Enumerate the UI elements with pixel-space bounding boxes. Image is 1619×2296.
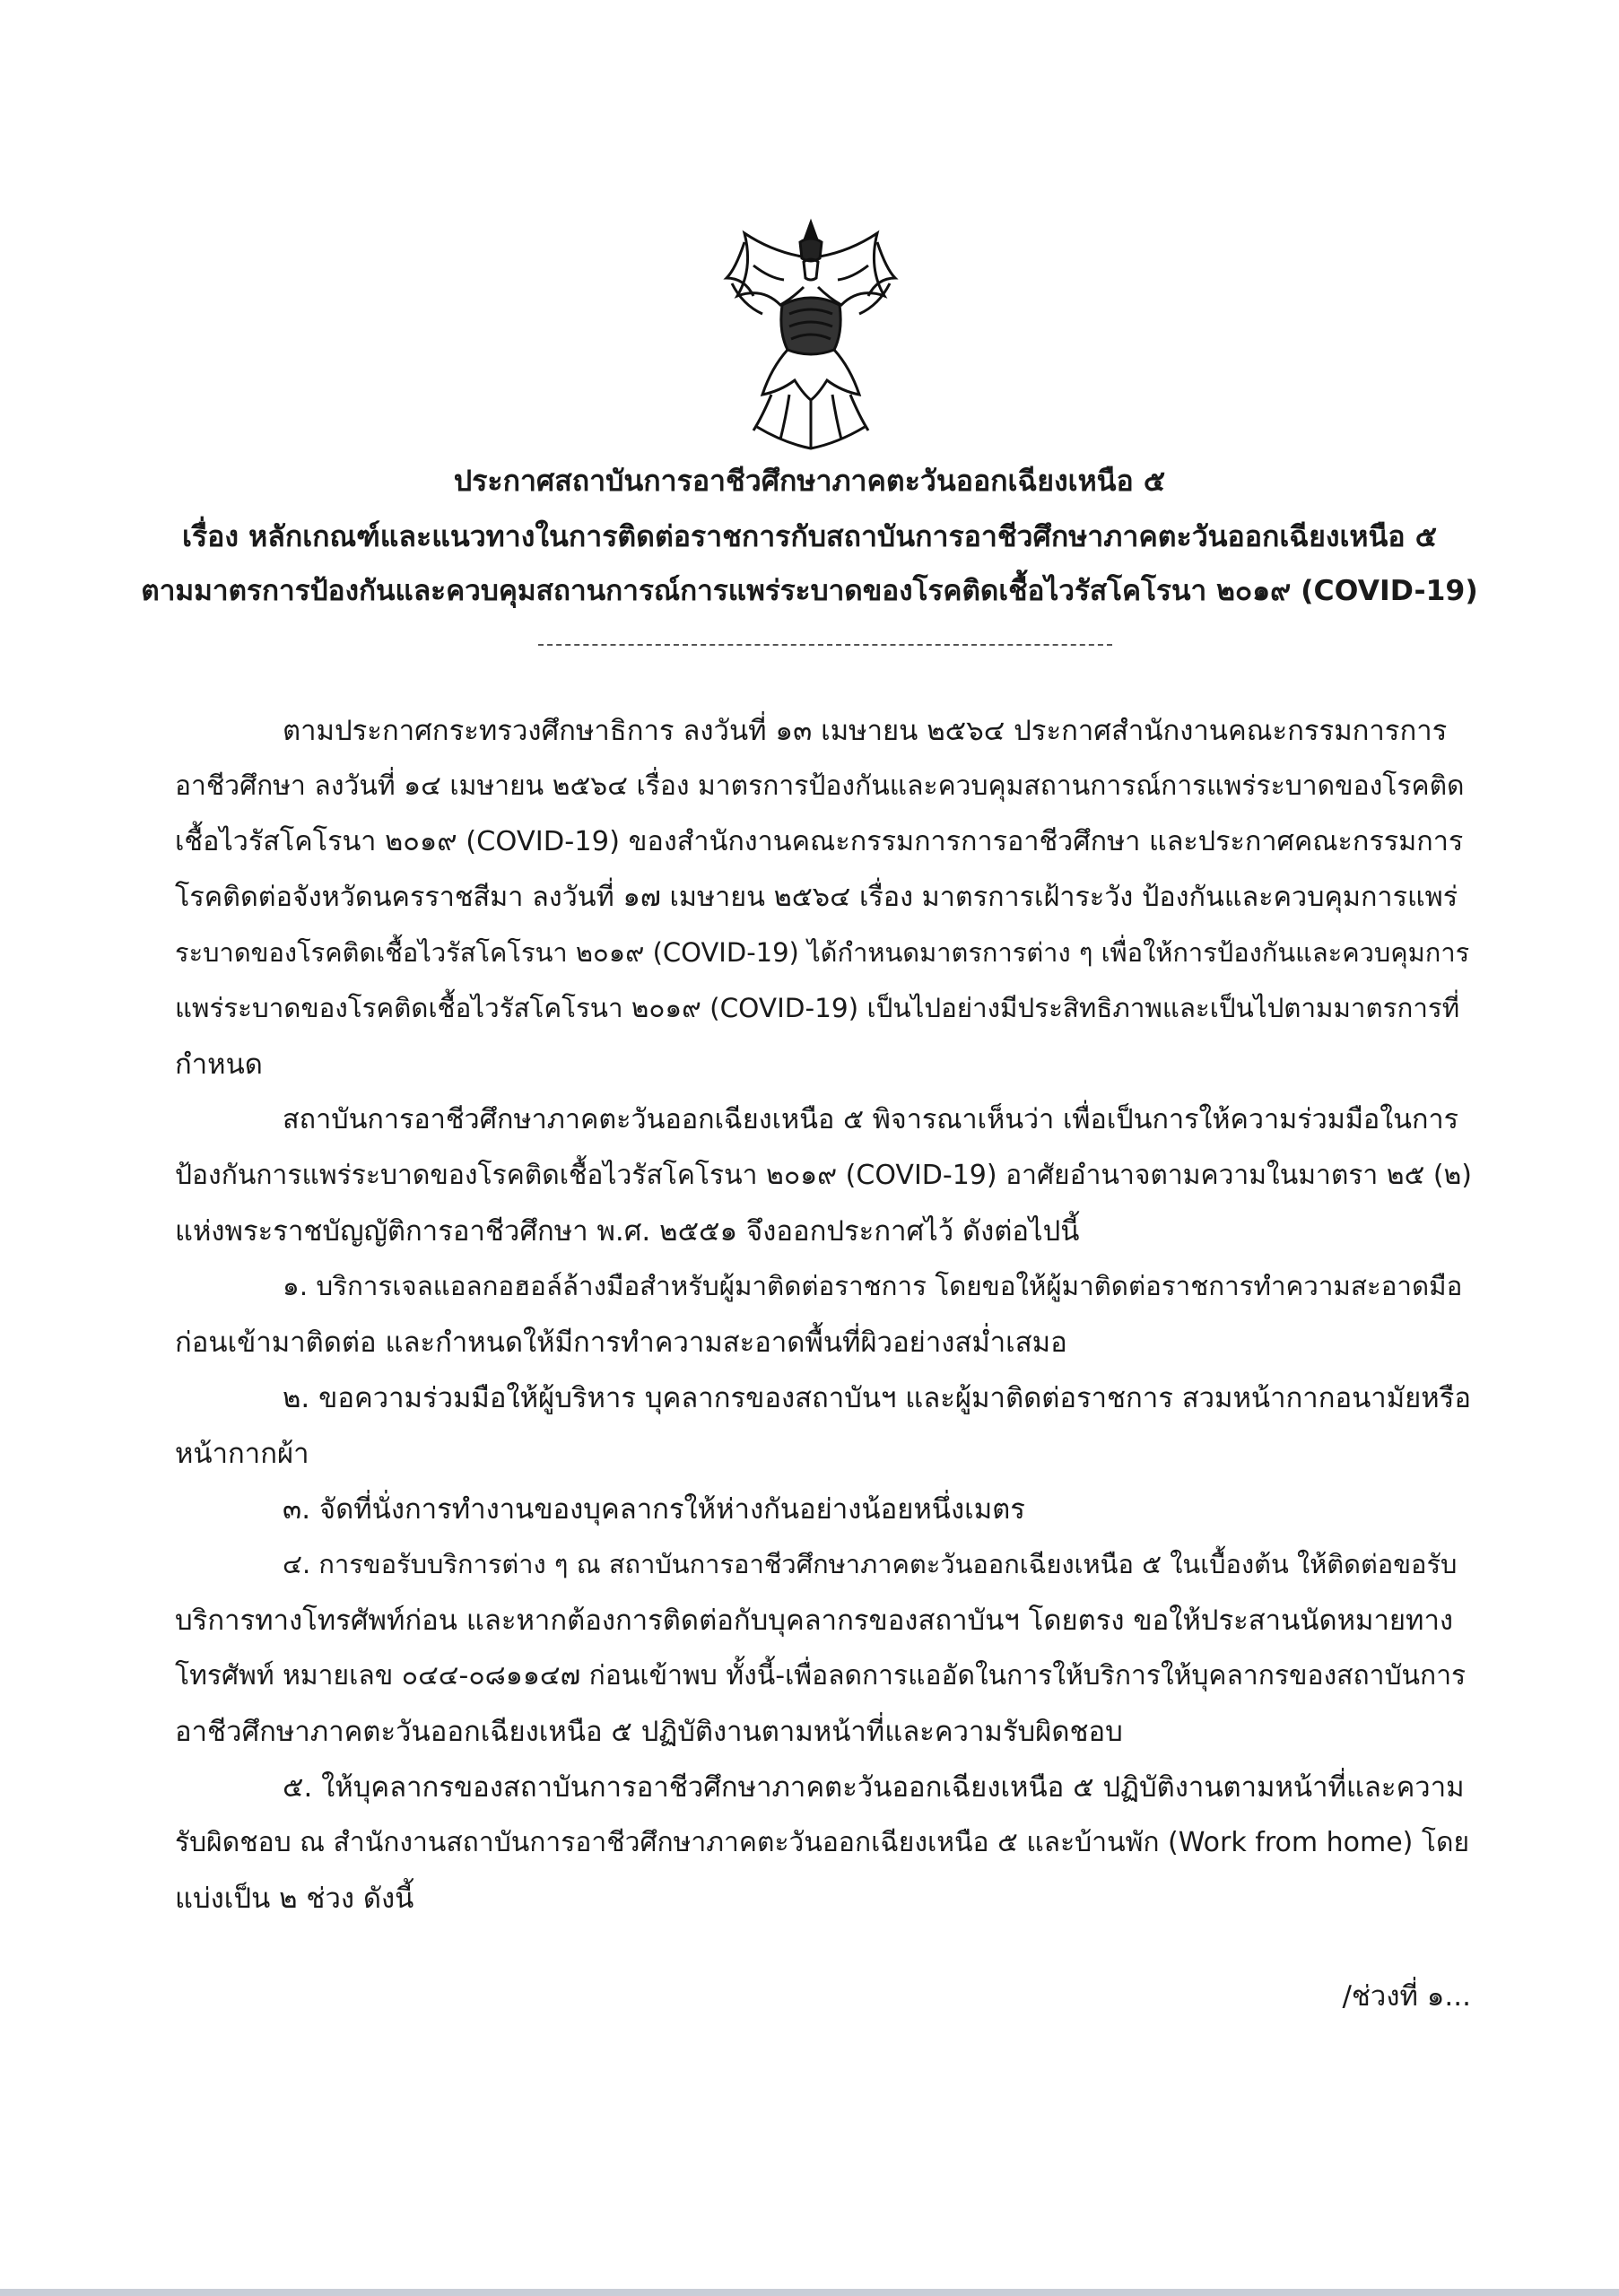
body-line: ๒. ขอความร่วมมือให้ผู้บริหาร บุคลากรของสถาบันฯ และผู้มาติดต่อราชการ สวมหน้ากากอนามัยหรือ — [283, 1382, 1471, 1414]
body-line: ป้องกันการแพร่ระบาดของโรคติดเชื้อไวรัสโคโรนา ๒๐๑๙ (COVID-19) อาศัยอำนาจตามความในมาตรา ๒๕ (๒) — [175, 1160, 1473, 1191]
body-line: โทรศัพท์ หมายเลข ๐๔๔-๐๘๑๑๔๗ ก่อนเข้าพบ ทั้งนี้-เพื่อลดการแออัดในการให้บริการให้บุคลากรของสถาบันการ — [175, 1660, 1467, 1692]
body-line: ก่อนเข้ามาติดต่อ และกำหนดให้มีการทำความสะอาดพื้นที่ผิวอย่างสม่ำเสมอ — [175, 1326, 1067, 1359]
body-line: สถาบันการอาชีวศึกษาภาคตะวันออกเฉียงเหนือ ๕ พิจารณาเห็นว่า เพื่อเป็นการให้ความร่วมมือในการ — [283, 1104, 1458, 1135]
heading-divider — [538, 644, 1112, 646]
body-line: หน้ากากผ้า — [175, 1438, 309, 1470]
heading-line-2: เรื่อง หลักเกณฑ์และแนวทางในการติดต่อราชการกับสถาบันการอาชีวศึกษาภาคตะวันออกเฉียงเหนือ ๕ — [182, 519, 1437, 553]
body-line: กำหนด — [175, 1048, 263, 1081]
body-line: เชื้อไวรัสโคโรนา ๒๐๑๙ (COVID-19) ของสำนักงานคณะกรรมการการอาชีวศึกษา และประกาศคณะกรรมการ — [175, 826, 1464, 857]
body-line: โรคติดต่อจังหวัดนครราชสีมา ลงวันที่ ๑๗ เมษายน ๒๕๖๔ เรื่อง มาตรการเฝ้าระวัง ป้องกันและควบคุมการแพร่ — [175, 882, 1458, 913]
heading-line-1: ประกาศสถาบันการอาชีวศึกษาภาคตะวันออกเฉียงเหนือ ๕ — [453, 464, 1166, 498]
heading-line-3: ตามมาตรการป้องกันและควบคุมสถานการณ์การแพร่ระบาดของโรคติดเชื้อไวรัสโคโรนา ๒๐๑๙ (COVID-19) — [141, 575, 1478, 607]
body-line: บริการทางโทรศัพท์ก่อน และหากต้องการติดต่อกับบุคลากรของสถาบันฯ โดยตรง ขอให้ประสานนัดหมายทาง — [175, 1605, 1454, 1637]
body-line: แบ่งเป็น ๒ ช่วง ดังนี้ — [175, 1883, 414, 1915]
body-line: ๔. การขอรับบริการต่าง ๆ ณ สถาบันการอาชีวศึกษาภาคตะวันออกเฉียงเหนือ ๕ ในเบื้องต้น ให้ติดต่อขอรับ — [283, 1549, 1458, 1579]
body-line: อาชีวศึกษา ลงวันที่ ๑๔ เมษายน ๒๕๖๔ เรื่อง มาตรการป้องกันและควบคุมสถานการณ์การแพร่ระบาดของโรคติด — [175, 770, 1465, 802]
body-line: รับผิดชอบ ณ สำนักงานสถาบันการอาชีวศึกษาภาคตะวันออกเฉียงเหนือ ๕ และบ้านพัก (Work from home) โดย — [175, 1827, 1470, 1858]
body-line: อาชีวศึกษาภาคตะวันออกเฉียงเหนือ ๕ ปฏิบัติงานตามหน้าที่และความรับผิดชอบ — [175, 1716, 1123, 1748]
page-continuation: /ช่วงที่ ๑... — [1342, 1980, 1471, 2013]
body-line: ระบาดของโรคติดเชื้อไวรัสโคโรนา ๒๐๑๙ (COVID-19) ได้กำหนดมาตรการต่าง ๆ เพื่อให้การป้องกันและควบคุมการ — [175, 937, 1470, 968]
body-line: ๓. จัดที่นั่งการทำงานของบุคลากรให้ห่างกันอย่างน้อยหนึ่งเมตร — [283, 1493, 1025, 1526]
body-line: ตามประกาศกระทรวงศึกษาธิการ ลงวันที่ ๑๓ เมษายน ๒๕๖๔ ประกาศสำนักงานคณะกรรมการการ — [283, 715, 1448, 747]
body-line: แพร่ระบาดของโรคติดเชื้อไวรัสโคโรนา ๒๐๑๙ (COVID-19) เป็นไปอย่างมีประสิทธิภาพและเป็นไปตามมาตรการที่ — [175, 993, 1460, 1023]
body-line: แห่งพระราชบัญญัติการอาชีวศึกษา พ.ศ. ๒๕๕๑ จึงออกประกาศไว้ ดังต่อไปนี้ — [175, 1215, 1080, 1248]
page-bottom-edge — [0, 2289, 1619, 2296]
garuda-emblem — [718, 215, 904, 456]
body-line: ๕. ให้บุคลากรของสถาบันการอาชีวศึกษาภาคตะวันออกเฉียงเหนือ ๕ ปฏิบัติงานตามหน้าที่และความ — [283, 1771, 1465, 1804]
body-line: ๑. บริการเจลแอลกอฮอล์ล้างมือสำหรับผู้มาติดต่อราชการ โดยขอให้ผู้มาติดต่อราชการทำความสะอาดมือ — [283, 1271, 1463, 1301]
